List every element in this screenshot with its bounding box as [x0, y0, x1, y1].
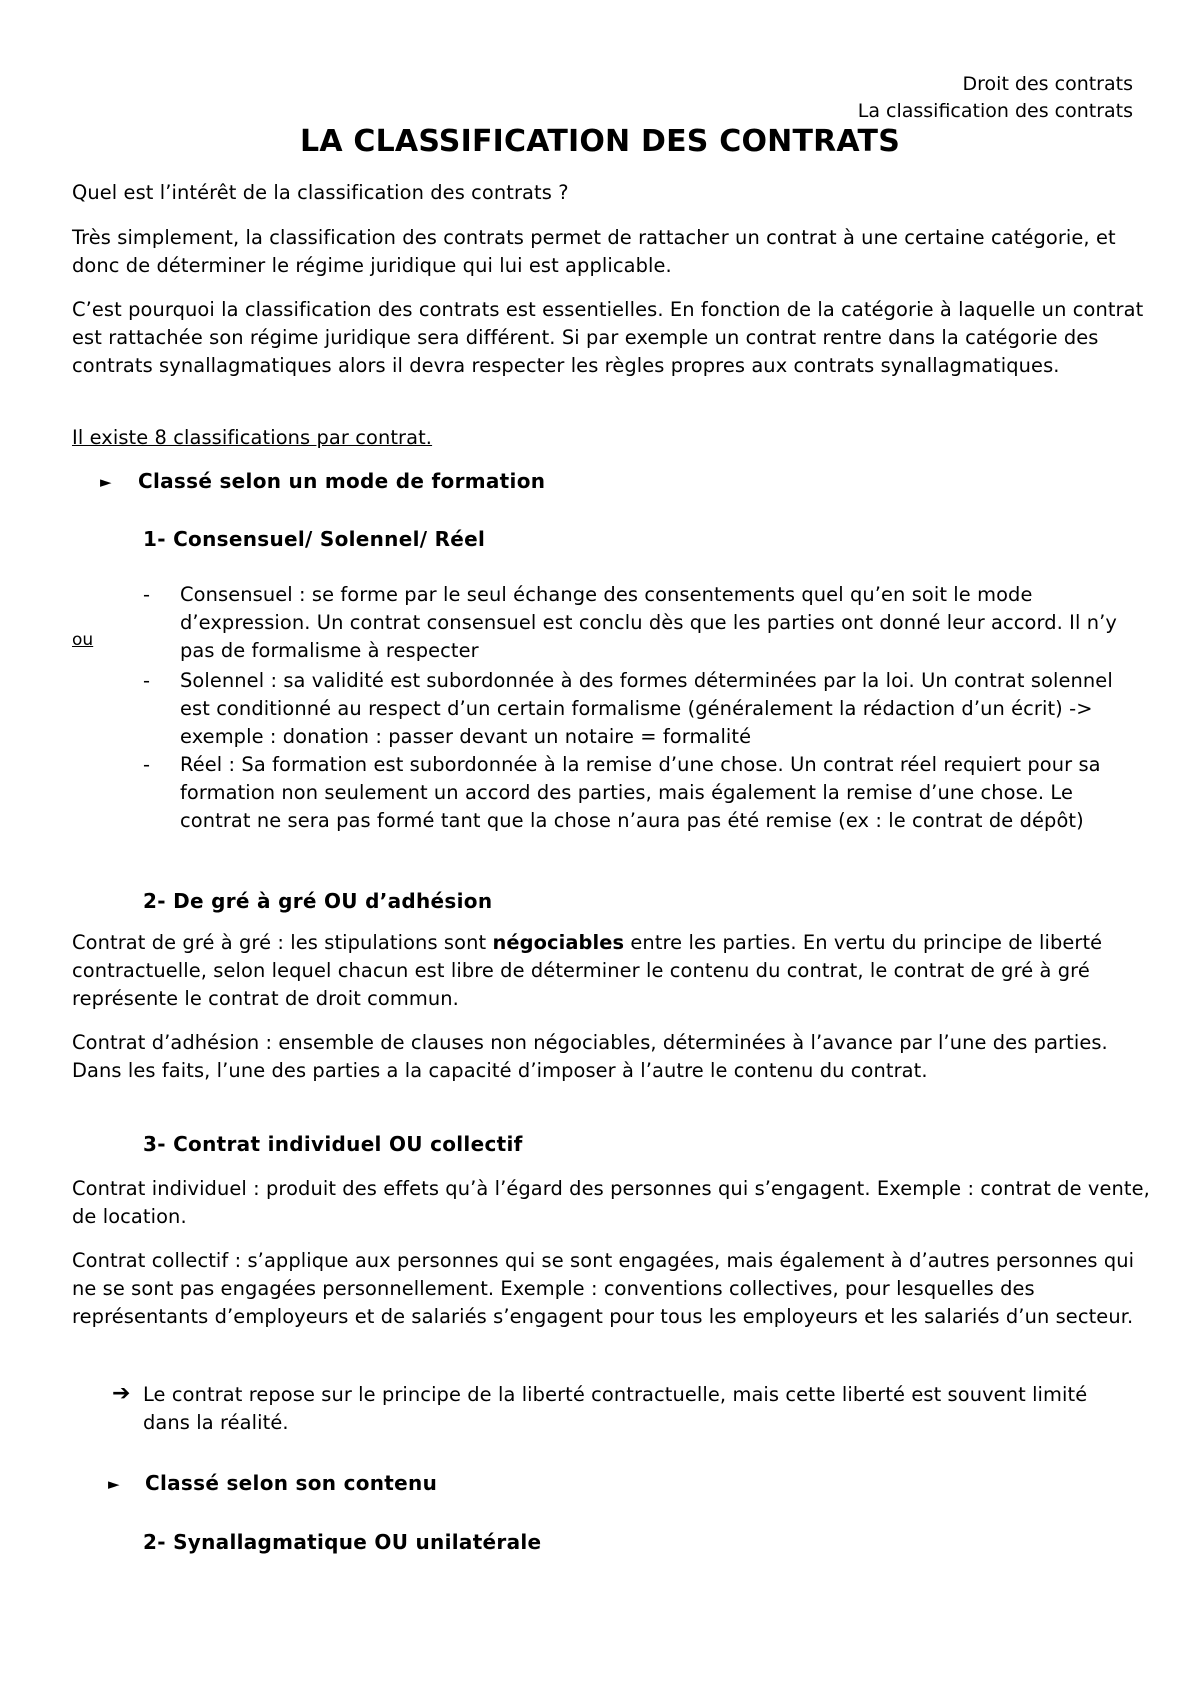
intro-question: Quel est l’intérêt de la classification des contrats ? [72, 181, 569, 204]
list-item-solennel: Solennel : sa validité est subordonnée à des formes déterminées par la loi. Un contrat solennel est conditionné au respect d’un certain formalisme (généralement la rédaction d’un écrit) -> exemple : donation : passer devant un notaire = formalité [180, 669, 1113, 748]
section-1-sub-1-heading: 1- Consensuel/ Solennel/ Réel [143, 527, 486, 551]
dash-bullet-icon: - [143, 583, 150, 606]
right-arrow-icon: ➔ [112, 1381, 131, 1406]
negociables-emphasis: négociables [492, 931, 625, 954]
intro-classification-count: Il existe 8 classifications par contrat. [72, 426, 433, 449]
collectif-paragraph: Contrat collectif : s’applique aux personnes qui se sont engagées, mais également à d’autres personnes qui ne se sont pas engagées personnellement. Exemple : conventions collectives, pour lesquelles des représentants d’employeurs et de salariés s’engagent pour tous les employeurs et les salariés d’un secteur. [72, 1249, 1135, 1328]
dash-bullet-icon: - [143, 753, 150, 776]
gre-a-gre-paragraph: Contrat de gré à gré : les stipulations sont négociables entre les parties. En vertu du principe de liberté contractuelle, selon lequel chacun est libre de déterminer le contenu du contrat, le contrat de gré à gré représente le contrat de droit commun. [72, 931, 1103, 1010]
pointer-triangle-icon: ► [100, 473, 112, 491]
header-chapter: La classification des contrats [857, 100, 1133, 122]
side-note: ou [72, 630, 94, 650]
pointer-triangle-icon: ► [108, 1475, 120, 1493]
individuel-paragraph: Contrat individuel : produit des effets qu’à l’égard des personnes qui s’engagent. Exemple : contrat de vente, de location. [72, 1177, 1150, 1228]
section-2-heading: Classé selon son contenu [145, 1471, 438, 1495]
page-title: LA CLASSIFICATION DES CONTRATS [300, 124, 900, 159]
adhesion-paragraph: Contrat d’adhésion : ensemble de clauses non négociables, déterminées à l’avance par l’une des parties. Dans les faits, l’une des parties a la capacité d’imposer à l’autre le contenu du contrat. [72, 1031, 1108, 1082]
list-item-reel: Réel : Sa formation est subordonnée à la remise d’une chose. Un contrat réel requiert pour sa formation non seulement un accord des parties, mais également la remise d’une chose. Le contrat ne sera pas formé tant que la chose n’aura pas été remise (ex : le contrat de dépôt) [180, 753, 1101, 832]
section-1-sub-2-heading: 2- De gré à gré OU d’adhésion [143, 889, 493, 913]
dash-bullet-icon: - [143, 669, 150, 692]
section-1-sub-3-heading: 3- Contrat individuel OU collectif [143, 1132, 523, 1156]
list-item-consensuel: Consensuel : se forme par le seul échange des consentements quel qu’en soit le mode d’expression. Un contrat consensuel est conclu dès que les parties ont donné leur accord. Il n’y pas de formalisme à respecter [180, 583, 1117, 662]
intro-paragraph-1: Très simplement, la classification des contrats permet de rattacher un contrat à une certaine catégorie, et donc de déterminer le régime juridique qui lui est applicable. [72, 226, 1116, 277]
section-1-heading: Classé selon un mode de formation [138, 469, 546, 493]
section-2-sub-2-heading: 2- Synallagmatique OU unilatérale [143, 1530, 542, 1554]
intro-paragraph-2: C’est pourquoi la classification des contrats est essentielles. En fonction de la catégorie à laquelle un contrat est rattachée son régime juridique sera différent. Si par exemple un contrat rentre dans la catégorie des contrats synallagmatiques alors il devra respecter les règles propres aux contrats synallagmatiques. [72, 298, 1144, 377]
header-course: Droit des contrats [962, 73, 1133, 95]
conclusion-paragraph: Le contrat repose sur le principe de la liberté contractuelle, mais cette liberté est souvent limité dans la réalité. [143, 1383, 1088, 1434]
